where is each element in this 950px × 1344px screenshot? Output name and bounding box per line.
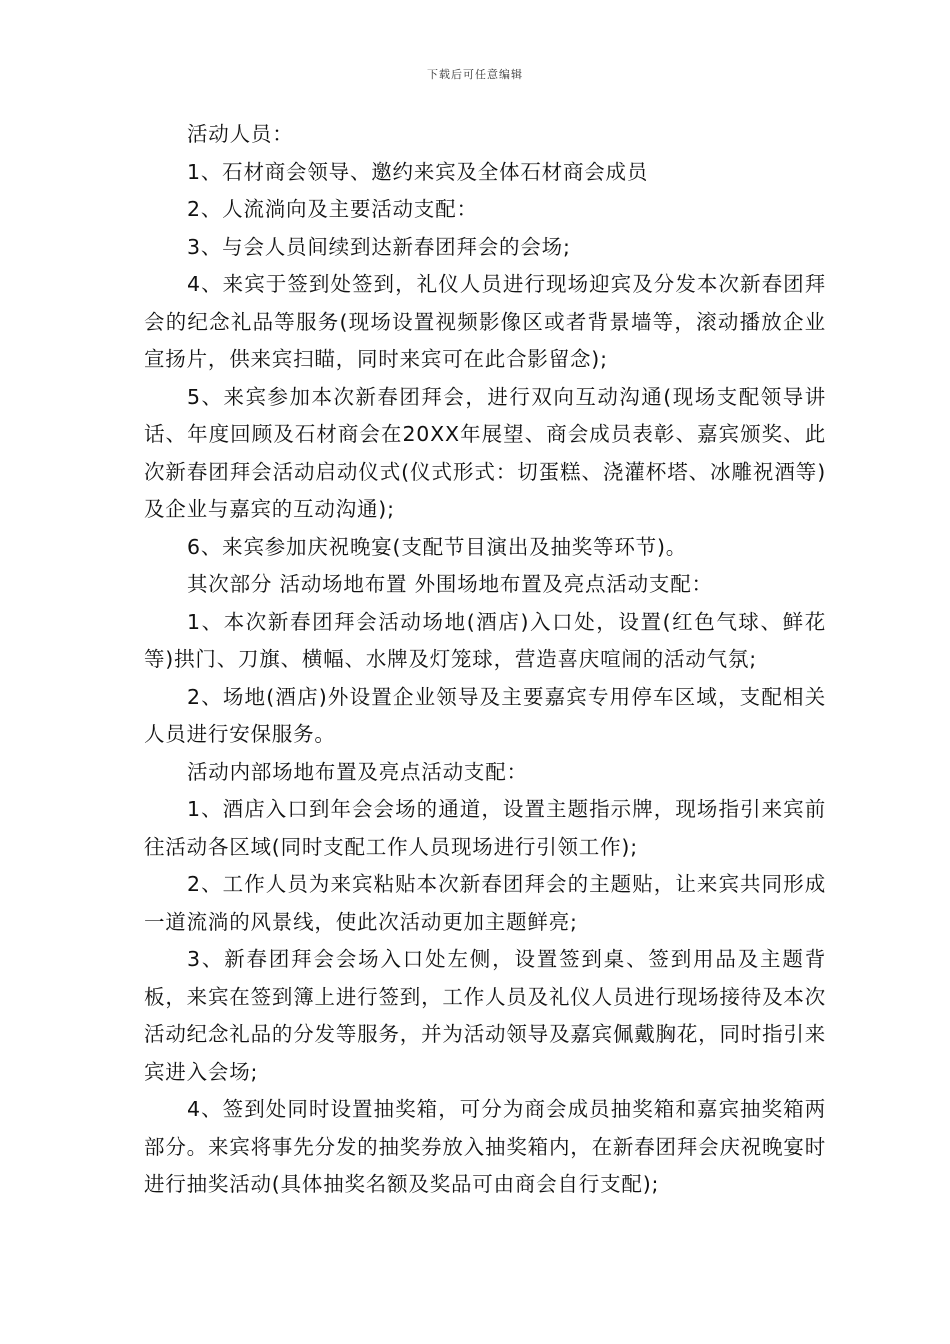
header-note: 下载后可任意编辑 <box>427 68 523 81</box>
paragraph: 4、来宾于签到处签到，礼仪人员进行现场迎宾及分发本次新春团拜会的纪念礼品等服务(现场设置视频影像区或者背景墙等，滚动播放企业宣扬片，供来宾扫瞄，同时来宾可在此合影留念); <box>144 272 826 371</box>
paragraph: 1、酒店入口到年会会场的通道，设置主题指示牌，现场指引来宾前往活动各区域(同时支配工作人员现场进行引领工作); <box>144 797 826 859</box>
paragraph: 3、新春团拜会会场入口处左侧，设置签到桌、签到用品及主题背板，来宾在签到簿上进行签到，工作人员及礼仪人员进行现场接待及本次活动纪念礼品的分发等服务，并为活动领导及嘉宾佩戴胸花，同时指引来宾进入会场; <box>144 947 826 1084</box>
section-heading: 活动内部场地布置及亮点活动支配： <box>187 759 528 784</box>
paragraph: 2、场地(酒店)外设置企业领导及主要嘉宾专用停车区域，支配相关人员进行安保服务。 <box>144 684 826 746</box>
section-heading: 其次部分 活动场地布置 外围场地布置及亮点活动支配： <box>187 572 713 596</box>
paragraph: 6、来宾参加庆祝晚宴(支配节目演出及抽奖等环节)。 <box>187 534 688 559</box>
paragraph: 1、本次新春团拜会活动场地(酒店)入口处，设置(红色气球、鲜花等)拱门、刀旗、横幅、水牌及灯笼球，营造喜庆喧闹的活动气氛; <box>144 609 826 671</box>
paragraph: 5、来宾参加本次新春团拜会，进行双向互动沟通(现场支配领导讲话、年度回顾及石材商会在20XX年展望、商会成员表彰、嘉宾颁奖、此次新春团拜会活动启动仪式(仪式形式：切蛋糕、浇灌杯塔、冰雕祝酒等)及企业与嘉宾的互动沟通); <box>144 384 826 521</box>
paragraph: 4、签到处同时设置抽奖箱，可分为商会成员抽奖箱和嘉宾抽奖箱两部分。来宾将事先分发的抽奖券放入抽奖箱内，在新春团拜会庆祝晚宴时进行抽奖活动(具体抽奖名额及奖品可由商会自行支配); <box>144 1097 826 1196</box>
paragraph: 2、工作人员为来宾粘贴本次新春团拜会的主题贴，让来宾共同形成一道流淌的风景线，使此次活动更加主题鲜亮; <box>144 872 826 934</box>
paragraph: 活动人员： <box>187 122 294 146</box>
paragraph: 1、石材商会领导、邀约来宾及全体石材商会成员 <box>187 159 649 184</box>
paragraph: 3、与会人员间续到达新春团拜会的会场; <box>187 234 571 259</box>
paragraph: 2、人流淌向及主要活动支配： <box>187 197 478 221</box>
document-body <box>144 116 826 1204</box>
